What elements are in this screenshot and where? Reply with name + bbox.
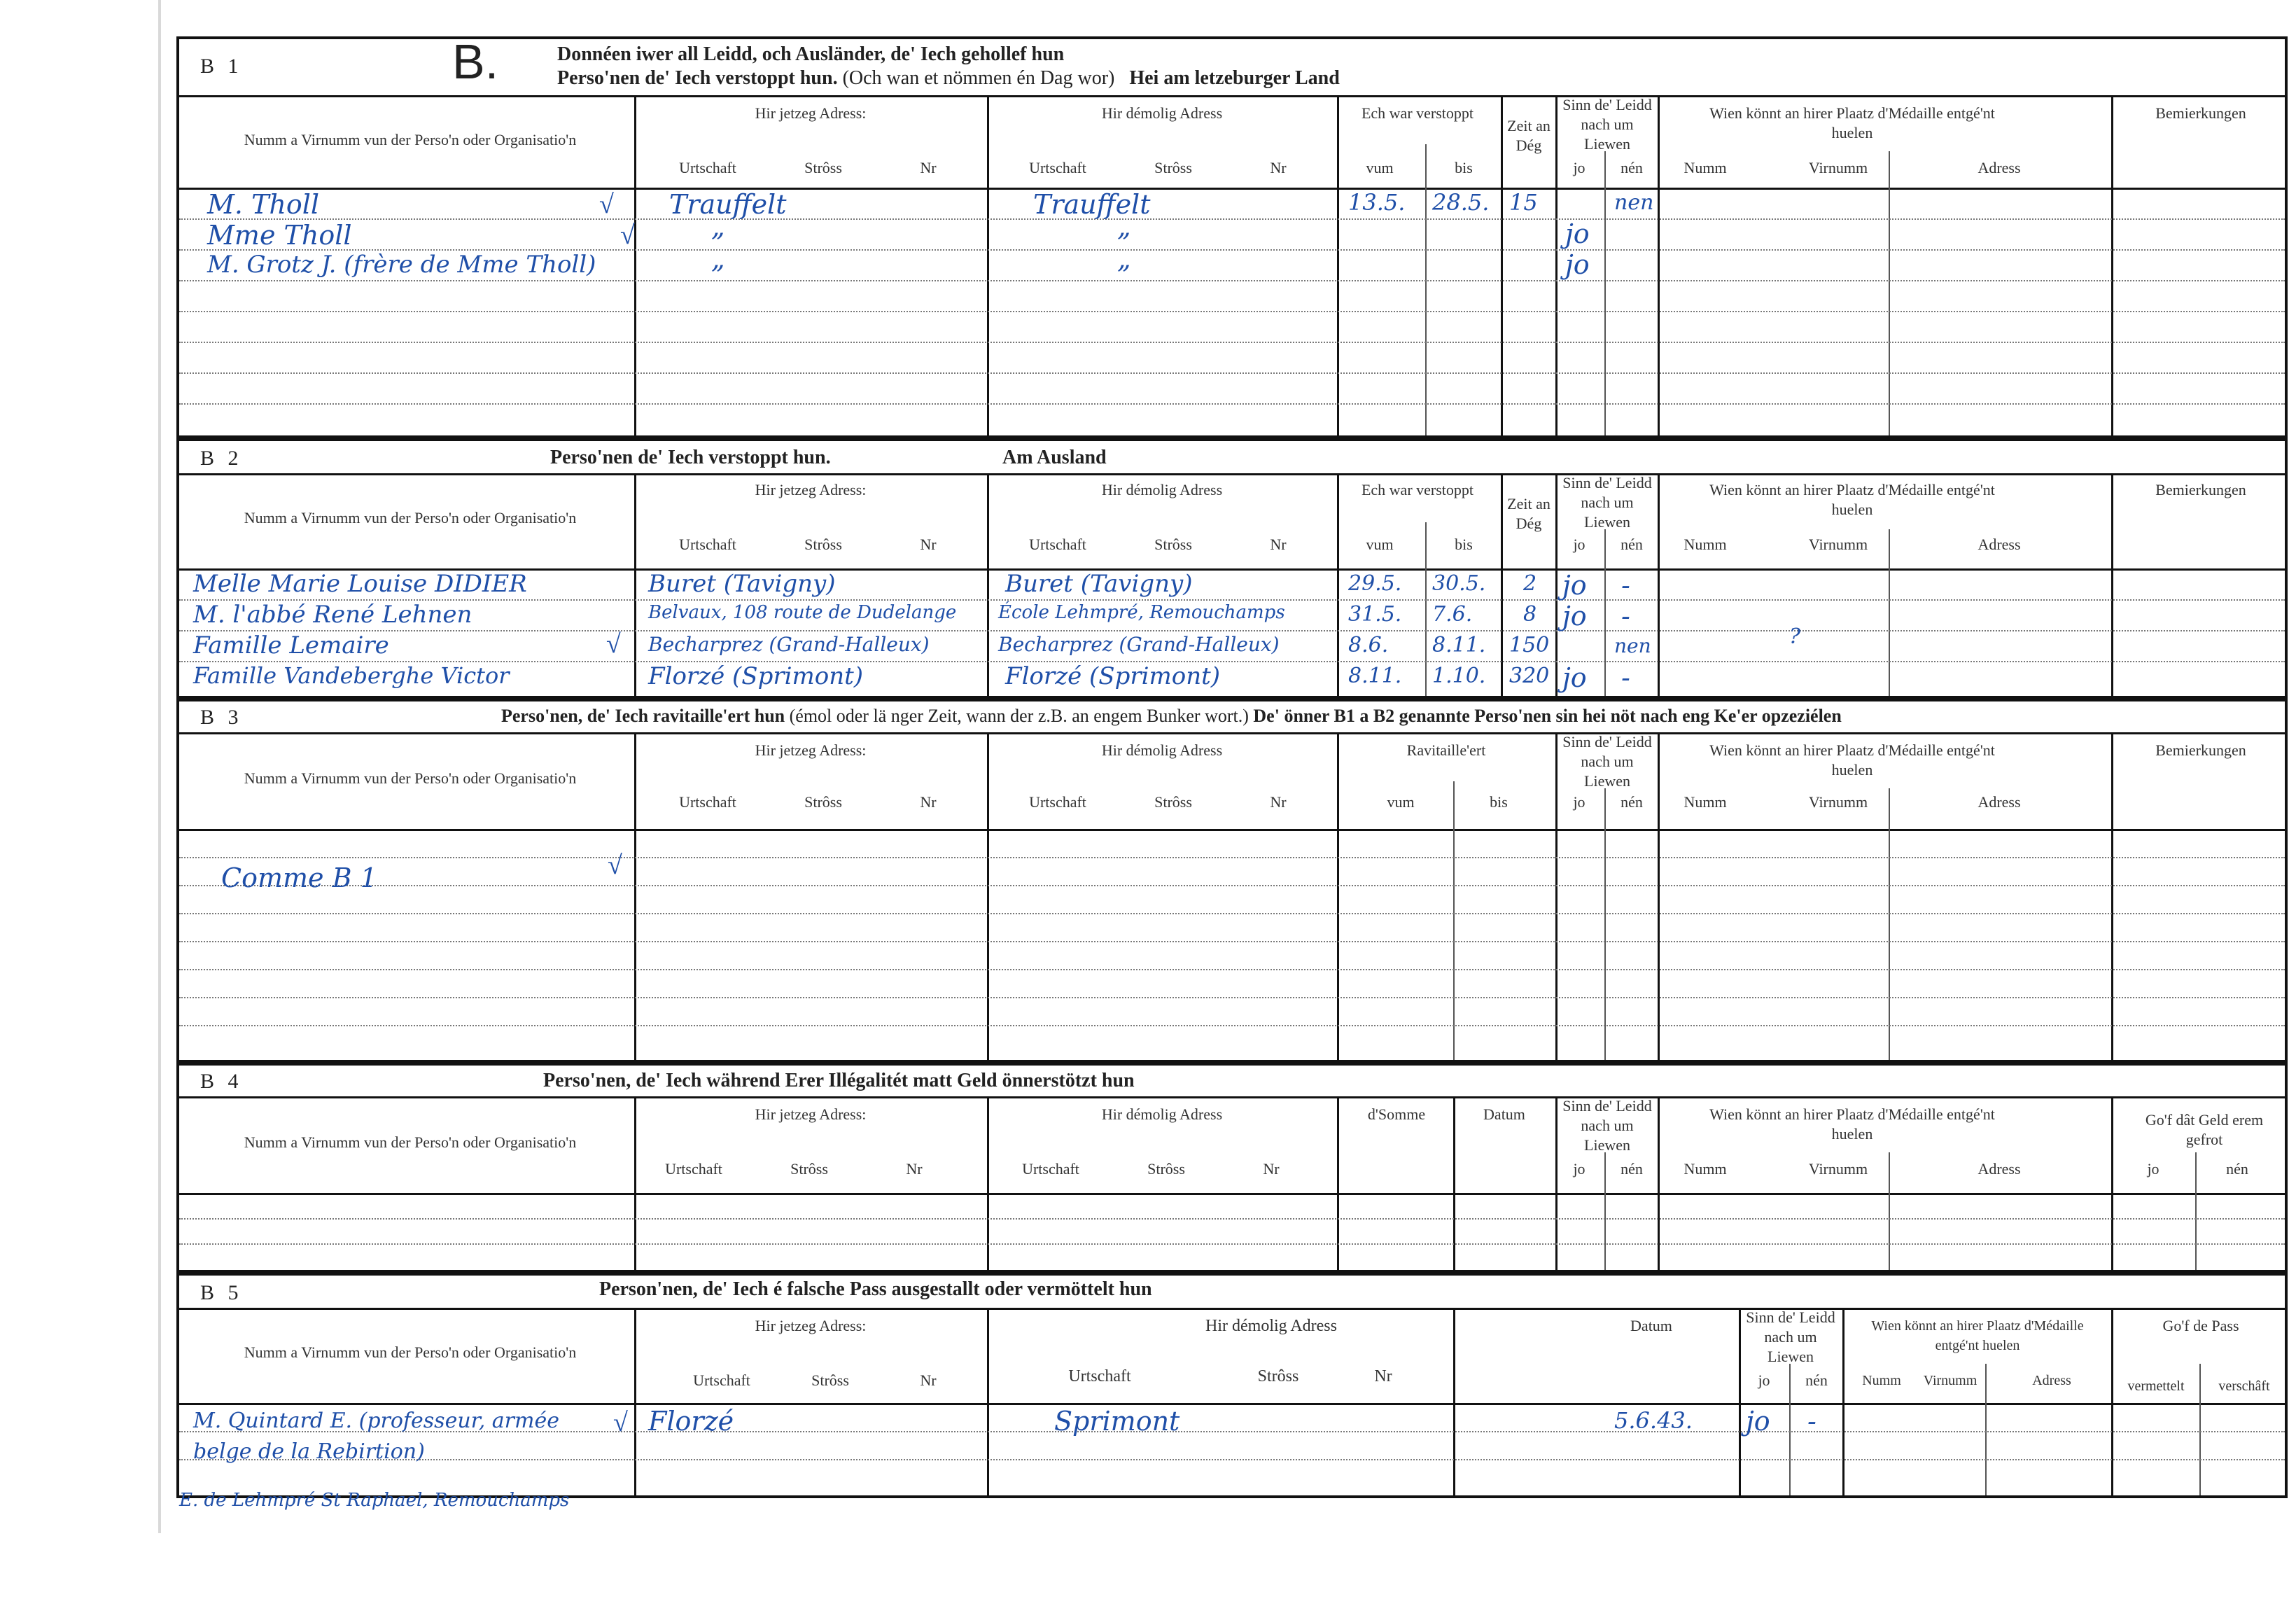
column-header-row (179, 732, 2285, 831)
column-divider (1889, 151, 1890, 188)
column-divider (1658, 473, 1660, 568)
row-line (179, 1243, 2285, 1245)
row-line (179, 1218, 2285, 1220)
no-header: nén (2226, 1160, 2248, 1178)
row-line (179, 372, 2285, 374)
checkmark-icon: √ (606, 629, 621, 659)
locality-header: Urtschaft (679, 793, 736, 811)
section-b1-header (179, 34, 2285, 97)
column-divider (987, 568, 989, 696)
column-divider (634, 1193, 636, 1270)
entry-yes: jo (1562, 570, 1587, 601)
alive-header: Sinn de' Leidd nach um Liewen (1562, 96, 1652, 153)
row-line (179, 857, 2285, 858)
entry-no: - (1807, 1406, 1816, 1437)
checkmark-icon: √ (613, 1408, 628, 1437)
column-divider (2111, 1096, 2113, 1193)
entries-area (179, 188, 2285, 435)
column-divider (1555, 1193, 1558, 1270)
locality-header: Urtschaft (1029, 159, 1086, 176)
section-title-place: Am Ausland (1002, 447, 1107, 468)
entry-date: 5.6.43. (1614, 1407, 1693, 1434)
no-header: nén (1805, 1371, 1828, 1389)
section-b4-header (179, 1066, 2285, 1098)
entry-days: 2 (1523, 571, 1537, 596)
firstname-header: Virnumm (1808, 793, 1868, 811)
number-header: Nr (906, 1160, 923, 1178)
column-divider (1604, 151, 1606, 188)
firstname-header: Virnumm (1808, 159, 1868, 176)
row-line (179, 280, 2285, 281)
entry-current-locality: „ (711, 244, 725, 274)
column-divider (1337, 568, 1339, 696)
from-header: vum (1366, 159, 1394, 176)
checkmark-icon: √ (599, 190, 614, 219)
column-divider (1604, 568, 1606, 696)
days-header: Zeit an Dég (1507, 495, 1550, 532)
locality-header: Urtschaft (1068, 1367, 1131, 1385)
address-header: Adress (1977, 159, 2021, 176)
column-divider (1658, 95, 1660, 188)
column-header-row (179, 473, 2285, 571)
title-text: Perso'nen de' Iech verstoppt hun. (557, 67, 838, 89)
entry-until: 8.11. (1432, 633, 1486, 657)
number-header: Nr (1270, 159, 1287, 176)
entry-current-locality: Florzé (Sprimont) (648, 662, 864, 690)
current-address-header: Hir jetzeg Adress: (755, 104, 867, 122)
column-divider (1501, 95, 1503, 188)
previous-address-header: Hir démolig Adress (1101, 104, 1223, 122)
column-divider (1739, 1403, 1741, 1495)
row-line (179, 941, 2285, 942)
street-header: Strôss (1154, 793, 1192, 811)
section-title-line2 (557, 67, 1340, 90)
provided-header: verschâft (2218, 1378, 2270, 1394)
entry-previous-locality: „ (1117, 211, 1131, 242)
row-line (179, 885, 2285, 886)
column-divider (634, 1403, 636, 1495)
entry-from: 31.5. (1348, 602, 1402, 627)
entry-from: 8.11. (1348, 664, 1402, 688)
column-divider (987, 1308, 989, 1403)
row-line (179, 311, 2285, 312)
hidden-period-header: Ech war verstoppt (1361, 104, 1474, 122)
street-header: Strôss (811, 1371, 849, 1389)
column-divider (2195, 1193, 2197, 1270)
current-address-header: Hir jetzeg Adress: (755, 1105, 867, 1123)
street-header: Strôss (1257, 1367, 1299, 1385)
locality-header: Urtschaft (665, 1160, 722, 1178)
column-divider (1889, 529, 1890, 568)
number-header: Nr (1270, 536, 1287, 553)
column-divider (1842, 1308, 1844, 1403)
entry-no: nen (1614, 634, 1651, 657)
yes-header: jo (2147, 1160, 2160, 1178)
medal-header: Wien könnt an hirer Plaatz d'Médaille entgé'nt huelen (1709, 1105, 1995, 1143)
section-b3-header (179, 701, 2285, 734)
address-header: Adress (1977, 536, 2021, 553)
entry-name: M. Tholl (207, 189, 320, 220)
entries-area (179, 1193, 2285, 1270)
firstname-header: Virnumm (1808, 536, 1868, 553)
section-title-line1: Donnéen iwer all Leidd, och Ausländer, de' Iech gehollef hun (557, 43, 1065, 65)
entry-from: 13.5. (1348, 189, 1406, 216)
section-b5 (176, 1273, 2288, 1498)
form-sheet (176, 36, 2288, 1507)
footnote: E. de Lehmpré St Raphael, Remouchamps (179, 1490, 570, 1511)
entry-current-locality: Trauffelt (669, 189, 787, 220)
section-b2 (176, 438, 2288, 699)
column-divider (987, 1403, 989, 1495)
no-header: nén (1620, 159, 1643, 176)
provisioned-header: Ravitaille'ert (1406, 741, 1486, 759)
name-column-header: Numm a Virnumm vun der Perso'n oder Organisatio'n (244, 769, 577, 787)
entries-area (179, 829, 2285, 1060)
column-divider (1842, 1403, 1844, 1495)
column-header-row (179, 1096, 2285, 1195)
locality-header: Urtschaft (679, 536, 736, 553)
from-header: vum (1366, 536, 1394, 553)
number-header: Nr (920, 793, 937, 811)
column-divider (1453, 781, 1455, 829)
column-divider (2111, 1403, 2113, 1495)
entry-until: 1.10. (1432, 664, 1486, 688)
remarks-header: Bemierkungen (2155, 104, 2246, 122)
entry-until: 30.5. (1432, 571, 1486, 596)
entry-previous-locality: Sprimont (1054, 1406, 1180, 1437)
page-fold-line (158, 0, 161, 1533)
locality-header: Urtschaft (1029, 536, 1086, 553)
no-header: nén (1620, 793, 1643, 811)
entry-name: Mme Tholl (207, 220, 352, 251)
until-header: bis (1490, 793, 1508, 811)
alive-header: Sinn de' Leidd nach um Liewen (1562, 474, 1652, 531)
address-header: Adress (1977, 1160, 2021, 1178)
entry-name: Comme B 1 (221, 863, 377, 893)
section-label: B 3 (200, 706, 243, 729)
section-label: B 2 (200, 447, 243, 470)
column-divider (2199, 1403, 2201, 1495)
title-note: (Och wan et nömmen én Dag wor) (842, 67, 1115, 89)
number-header: Nr (1270, 793, 1287, 811)
column-divider (1501, 473, 1503, 568)
entry-no: - (1621, 662, 1630, 693)
entry-days: 15 (1509, 189, 1538, 216)
section-title: Perso'nen de' Iech verstoppt hun. (550, 447, 831, 468)
entry-current-locality: Belvaux, 108 route de Dudelange (648, 602, 957, 623)
entry-previous-locality: Becharprez (Grand-Halleux) (998, 633, 1280, 656)
entry-current-locality: „ (711, 211, 725, 242)
section-letter: B. (452, 34, 499, 89)
current-address-header: Hir jetzeg Adress: (755, 481, 867, 498)
row-line (179, 630, 2285, 631)
alive-header: Sinn de' Leidd nach um Liewen (1746, 1308, 1835, 1365)
entry-yes: jo (1562, 601, 1587, 631)
entry-name: Melle Marie Louise DIDIER (193, 570, 527, 598)
date-header: Datum (1630, 1317, 1672, 1334)
locality-header: Urtschaft (1029, 793, 1086, 811)
title-text: Perso'nen, de' Iech ravitaille'ert hun (501, 706, 785, 726)
entry-yes: jo (1562, 662, 1587, 693)
entry-days: 8 (1523, 602, 1537, 627)
entry-medal-note: ? (1789, 624, 1801, 649)
medal-header: Wien könnt an hirer Plaatz d'Médaille entgé'nt huelen (1709, 741, 1995, 778)
column-divider (1985, 1403, 1987, 1495)
row-line (179, 913, 2285, 914)
entry-yes: jo (1565, 218, 1590, 249)
no-header: nén (1620, 1160, 1643, 1178)
column-divider (1889, 1152, 1890, 1193)
entry-name: M. l'abbé René Lehnen (193, 601, 472, 629)
column-header-row (179, 95, 2285, 190)
medal-header: Wien könnt an hirer Plaatz d'Médaille entgé'nt huelen (1709, 104, 1995, 141)
street-header: Strôss (1154, 159, 1192, 176)
entries-area (179, 1403, 2285, 1495)
number-header: Nr (920, 536, 937, 553)
column-divider (1789, 1403, 1791, 1495)
entry-from: 29.5. (1348, 571, 1402, 596)
column-divider (1985, 1364, 1987, 1403)
entry-days: 320 (1509, 664, 1550, 688)
row-line (179, 1025, 2285, 1026)
pass-header: Go'f de Pass (2162, 1317, 2239, 1334)
entry-name: Famille Vandeberghe Victor (193, 662, 510, 689)
entry-previous-locality: Buret (Tavigny) (1005, 570, 1193, 598)
column-divider (1555, 568, 1558, 696)
row-line (179, 403, 2285, 405)
column-divider (1501, 568, 1503, 696)
surname-header: Numm (1684, 536, 1727, 553)
entry-previous-locality: Florzé (Sprimont) (1005, 662, 1221, 690)
no-header: nén (1620, 536, 1643, 553)
medal-header: Wien könnt an hirer Plaatz d'Médaille entgé'nt huelen (1871, 1318, 2084, 1353)
number-header: Nr (920, 159, 937, 176)
number-header: Nr (1263, 1160, 1280, 1178)
locality-header: Urtschaft (693, 1371, 750, 1389)
column-divider (1889, 1193, 1890, 1270)
entry-current-locality: Becharprez (Grand-Halleux) (648, 633, 930, 656)
row-line (179, 969, 2285, 970)
firstname-header: Virnumm (1923, 1373, 1977, 1388)
title-note: (émol oder lä nger Zeit, wann der z.B. an engem Bunker wort.) (789, 706, 1249, 726)
entry-previous-locality: Trauffelt (1033, 189, 1151, 220)
street-header: Strôss (804, 159, 842, 176)
section-b2-header (179, 441, 2285, 475)
name-column-header: Numm a Virnumm vun der Perso'n oder Organisatio'n (244, 131, 577, 148)
name-column-header: Numm a Virnumm vun der Perso'n oder Organisatio'n (244, 509, 577, 526)
entry-name: M. Quintard E. (professeur, armée belge de la Rebirtion) (193, 1409, 559, 1464)
column-divider (634, 568, 636, 696)
entry-current-locality: Florzé (648, 1406, 734, 1437)
days-header: Zeit an Dég (1507, 117, 1550, 154)
street-header: Strôss (1147, 1160, 1185, 1178)
column-divider (1604, 1152, 1606, 1193)
remarks-header: Bemierkungen (2155, 481, 2246, 498)
column-divider (987, 1193, 989, 1270)
section-title: Perso'nen, de' Iech während Erer Illégalitét matt Geld önnerstötzt hun (543, 1070, 1135, 1091)
column-divider (2111, 1193, 2113, 1270)
entry-yes: jo (1565, 249, 1590, 280)
address-header: Adress (1977, 793, 2021, 811)
alive-header: Sinn de' Leidd nach um Liewen (1562, 733, 1652, 790)
column-divider (1453, 1403, 1455, 1495)
street-header: Strôss (790, 1160, 828, 1178)
previous-address-header: Hir démolig Adress (1101, 741, 1223, 759)
name-column-header: Numm a Virnumm vun der Perso'n oder Organisatio'n (244, 1133, 577, 1151)
date-header: Datum (1483, 1105, 1525, 1123)
column-divider (1889, 568, 1890, 696)
entry-until: 28.5. (1432, 189, 1490, 216)
row-line (179, 599, 2285, 601)
column-divider (1453, 1308, 1455, 1403)
column-divider (1425, 568, 1427, 696)
section-label: B 5 (200, 1281, 243, 1304)
entry-no: - (1621, 570, 1630, 601)
medal-header: Wien könnt an hirer Plaatz d'Médaille entgé'nt huelen (1709, 481, 1995, 518)
previous-address-header: Hir démolig Adress (1101, 481, 1223, 498)
entries-area (179, 568, 2285, 696)
money-returned-header: Go'f dât Geld erem gefrot (2145, 1111, 2264, 1148)
column-divider (1425, 522, 1427, 568)
column-divider (2195, 1152, 2197, 1193)
entry-previous-locality: École Lehmpré, Remouchamps (998, 602, 1285, 623)
section-b1 (176, 36, 2288, 438)
yes-header: jo (1573, 536, 1586, 553)
row-line (179, 218, 2285, 220)
until-header: bis (1455, 536, 1473, 553)
surname-header: Numm (1684, 1160, 1727, 1178)
column-divider (1604, 788, 1606, 829)
column-divider (1604, 529, 1606, 568)
yes-header: jo (1573, 1160, 1586, 1178)
entry-yes: jo (1746, 1406, 1770, 1437)
column-divider (1453, 1193, 1455, 1270)
previous-address-header: Hir démolig Adress (1205, 1317, 1337, 1335)
previous-address-header: Hir démolig Adress (1101, 1105, 1223, 1123)
column-divider (1658, 1193, 1660, 1270)
column-divider (1604, 1193, 1606, 1270)
entry-no: nen (1614, 190, 1654, 215)
until-header: bis (1455, 159, 1473, 176)
column-divider (2111, 95, 2113, 188)
entry-from: 8.6. (1348, 633, 1389, 657)
hidden-period-header: Ech war verstoppt (1361, 481, 1474, 498)
column-divider (2111, 732, 2113, 829)
locality-header: Urtschaft (679, 159, 736, 176)
locality-header: Urtschaft (1022, 1160, 1079, 1178)
street-header: Strôss (1154, 536, 1192, 553)
section-title (501, 706, 1842, 727)
surname-header: Numm (1684, 793, 1727, 811)
row-line (179, 997, 2285, 998)
section-label: B 4 (200, 1070, 243, 1093)
yes-header: jo (1573, 159, 1586, 176)
entry-until: 7.6. (1432, 602, 1473, 627)
current-address-header: Hir jetzeg Adress: (755, 1317, 867, 1334)
sum-header: d'Somme (1367, 1105, 1426, 1123)
column-divider (1789, 1364, 1791, 1403)
address-header: Adress (2032, 1373, 2071, 1388)
title-tail: De' önner B1 a B2 genannte Perso'nen sin hei nöt nach eng Ke'er opzeziélen (1253, 706, 1842, 726)
street-header: Strôss (804, 536, 842, 553)
column-divider (1889, 788, 1890, 829)
row-line (179, 342, 2285, 343)
section-b5-header (179, 1276, 2285, 1310)
entry-name: Famille Lemaire (193, 631, 389, 659)
arranged-header: vermettelt (2127, 1378, 2185, 1394)
section-b4 (176, 1063, 2288, 1273)
entry-previous-locality: „ (1117, 244, 1131, 274)
surname-header: Numm (1862, 1373, 1901, 1388)
entry-current-locality: Buret (Tavigny) (648, 570, 836, 598)
column-divider (1658, 732, 1660, 829)
number-header: Nr (1374, 1367, 1392, 1385)
section-b3 (176, 699, 2288, 1063)
column-divider (1337, 1193, 1339, 1270)
name-column-header: Numm a Virnumm vun der Perso'n oder Organisatio'n (244, 1343, 577, 1361)
current-address-header: Hir jetzeg Adress: (755, 741, 867, 759)
section-title: Person'nen, de' Iech é falsche Pass ausgestallt oder vermöttelt hun (599, 1278, 1152, 1300)
yes-header: jo (1573, 793, 1586, 811)
street-header: Strôss (804, 793, 842, 811)
column-divider (2111, 568, 2113, 696)
yes-header: jo (1758, 1371, 1770, 1389)
from-header: vum (1387, 793, 1415, 811)
entry-no: - (1621, 601, 1630, 631)
checkmark-icon: √ (608, 851, 622, 880)
column-divider (1658, 1096, 1660, 1193)
column-divider (2111, 473, 2113, 568)
title-place: Hei am letzeburger Land (1129, 67, 1340, 89)
column-divider (1425, 144, 1427, 188)
surname-header: Numm (1684, 159, 1727, 176)
section-label: B 1 (200, 55, 243, 78)
entry-days: 150 (1509, 633, 1550, 657)
checkmark-icon: √ (620, 221, 635, 250)
number-header: Nr (920, 1371, 937, 1389)
entry-name: M. Grotz J. (frère de Mme Tholl) (207, 251, 596, 279)
column-header-row (179, 1308, 2285, 1405)
remarks-header: Bemierkungen (2155, 741, 2246, 759)
firstname-header: Virnumm (1808, 1160, 1868, 1178)
alive-header: Sinn de' Leidd nach um Liewen (1562, 1097, 1652, 1154)
column-divider (1658, 568, 1660, 696)
